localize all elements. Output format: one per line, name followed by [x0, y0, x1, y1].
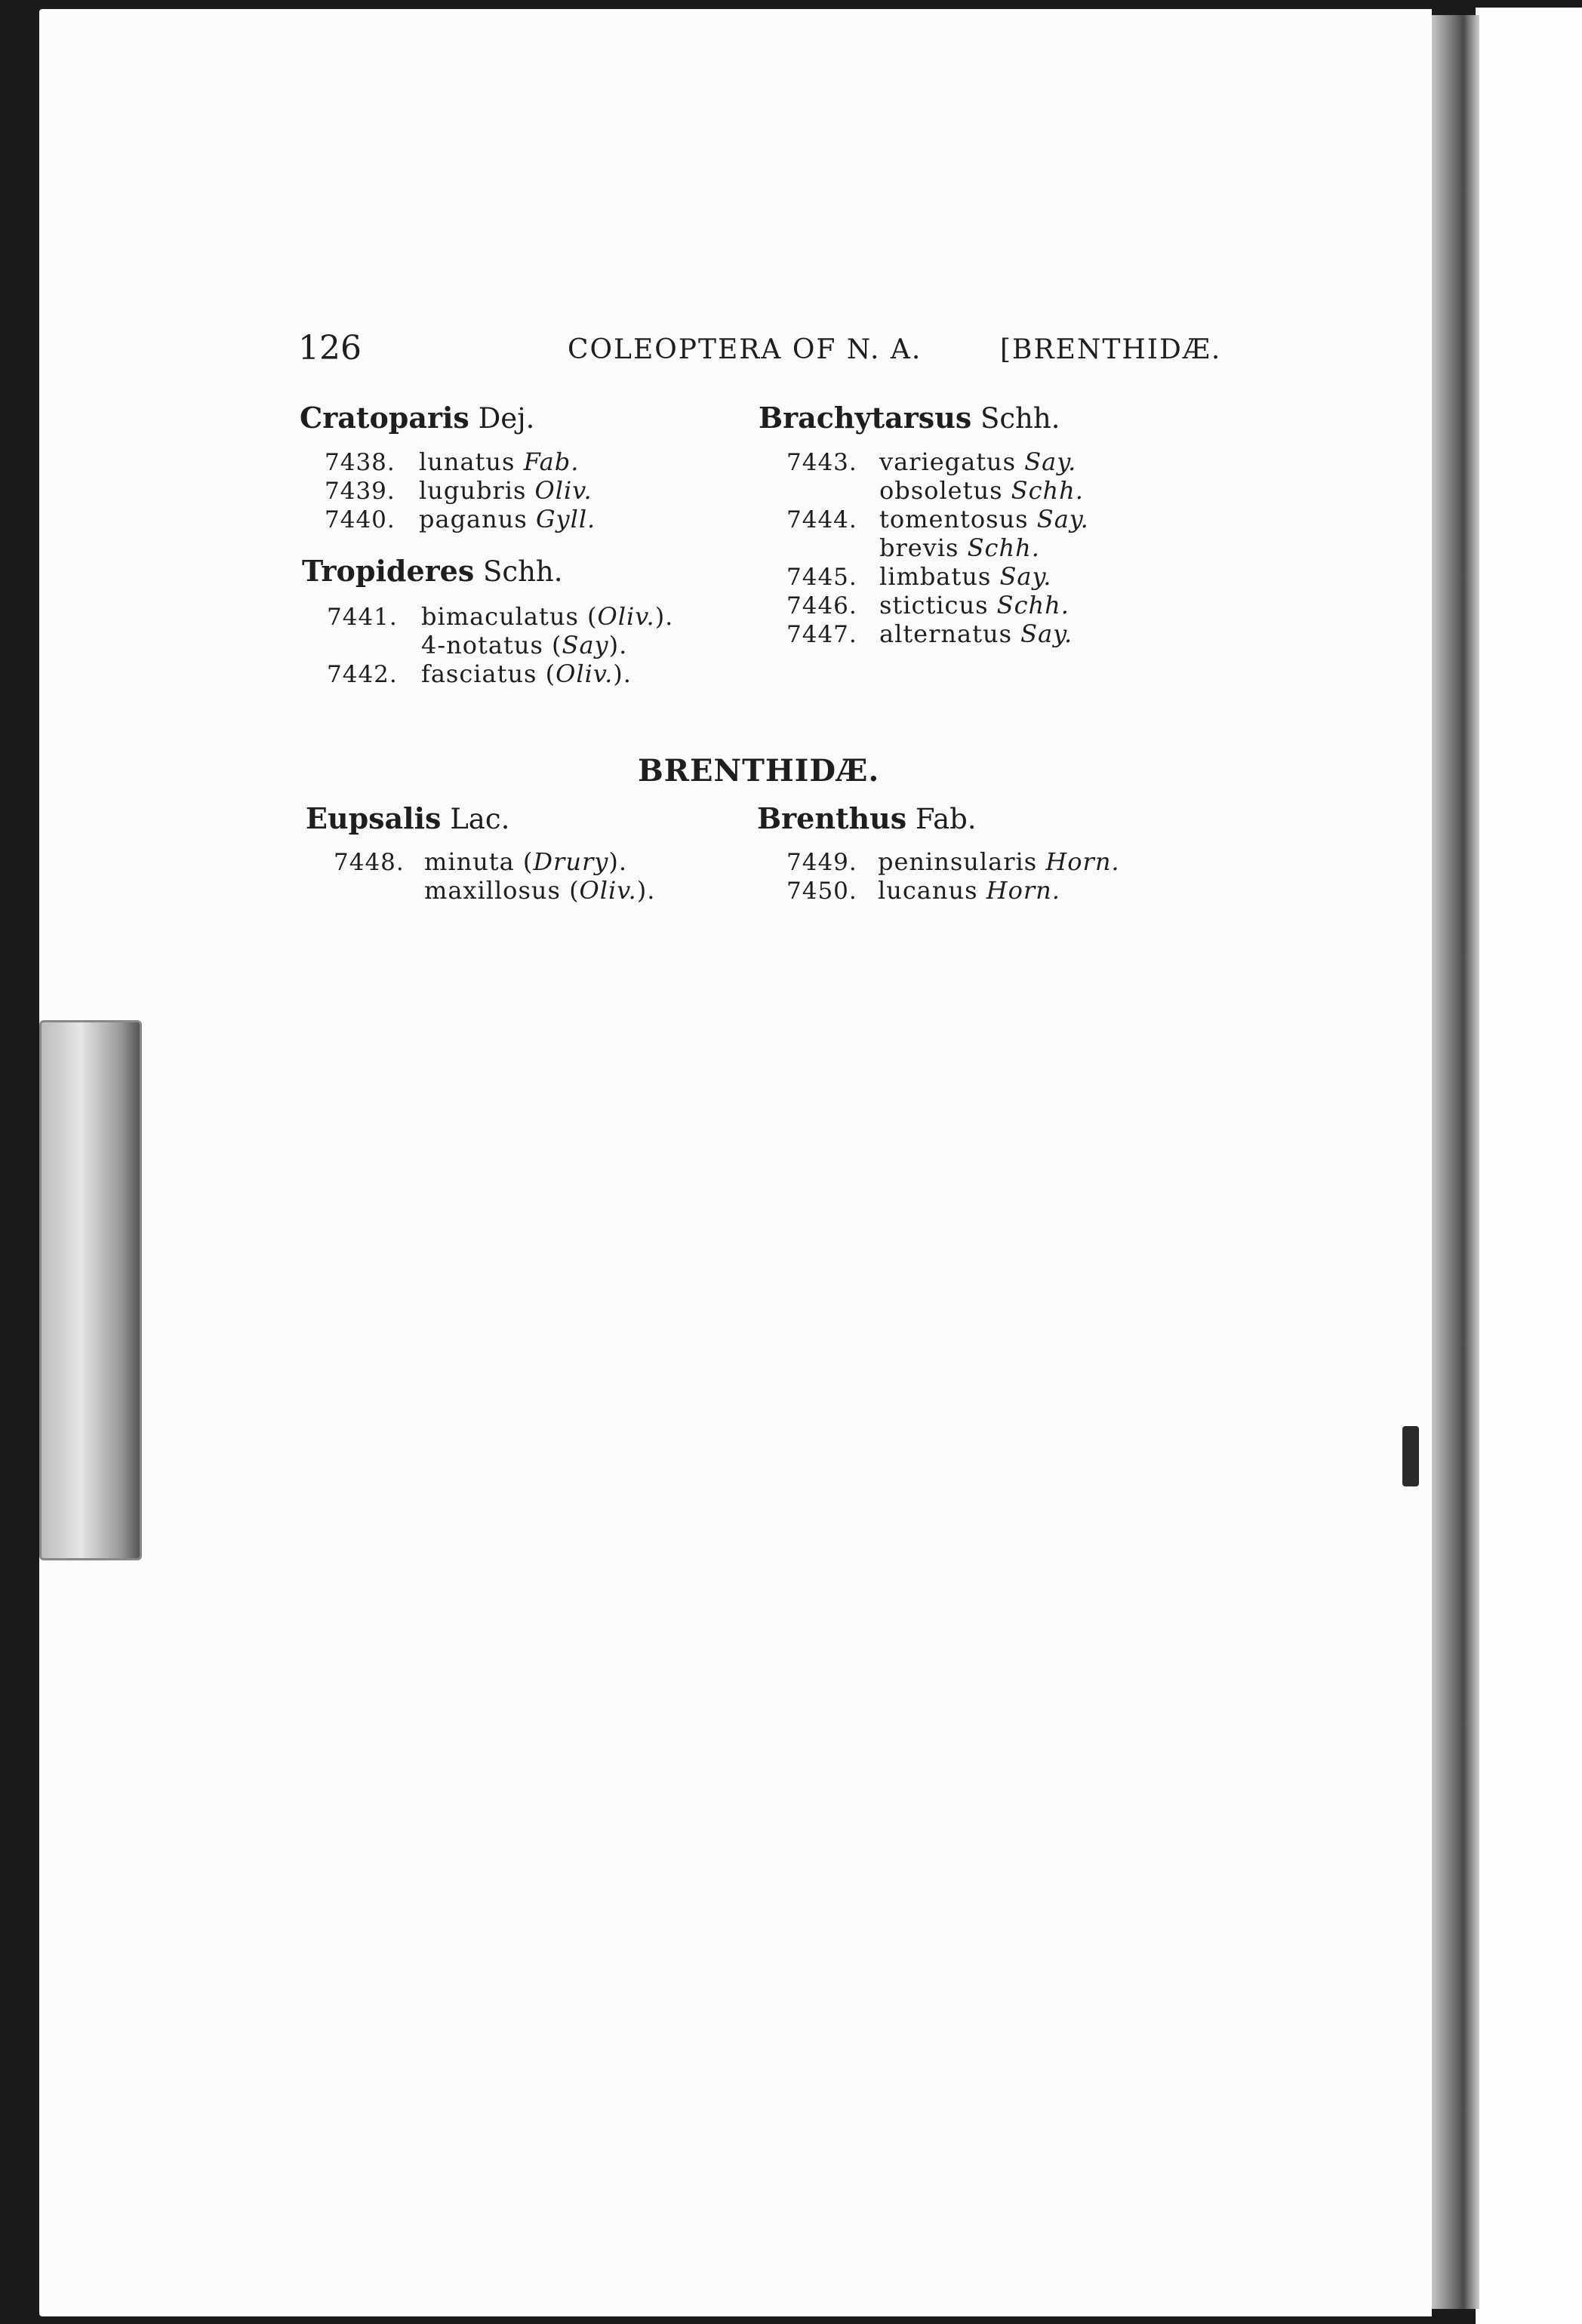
entry-number: 7442.	[327, 661, 398, 688]
species-entry: peninsularis Horn.	[878, 847, 1120, 876]
genus-brachytarsus: Brachytarsus Schh.	[759, 401, 1060, 435]
species-entry: lucanus Horn.	[878, 876, 1060, 905]
entry-number: 7441.	[327, 604, 398, 631]
entry-number: 7444.	[786, 506, 857, 533]
entry-number: 7439.	[325, 478, 396, 505]
page-number: 126	[298, 329, 362, 367]
entry-number: 7443.	[786, 449, 857, 476]
running-title: COLEOPTERA OF N. A.	[568, 334, 922, 365]
entry-number: 7438.	[325, 449, 396, 476]
species-entry: alternatus Say.	[879, 619, 1073, 648]
species-entry: lugubris Oliv.	[419, 476, 592, 505]
species-entry: lunatus Fab.	[419, 447, 580, 476]
species-synonym: obsoletus Schh.	[879, 476, 1084, 505]
species-entry: limbatus Say.	[879, 562, 1052, 591]
species-synonym: 4-notatus (Say).	[421, 631, 628, 659]
species-entry: minuta (Drury).	[424, 847, 627, 876]
adjacent-page	[1476, 8, 1582, 2324]
species-entry: fasciatus (Oliv.).	[421, 659, 632, 688]
genus-eupsalis: Eupsalis Lac.	[306, 801, 510, 835]
paper-clip-tab	[39, 1020, 142, 1560]
entry-number: 7450.	[786, 878, 857, 905]
entry-number: 7447.	[786, 621, 857, 648]
species-entry: variegatus Say.	[879, 447, 1077, 476]
family-heading: BRENTHIDÆ.	[638, 753, 880, 788]
entry-number: 7449.	[786, 849, 857, 876]
section-label: [BRENTHIDÆ.	[1000, 334, 1222, 365]
species-entry: bimaculatus (Oliv.).	[421, 602, 674, 631]
entry-number: 7445.	[786, 564, 857, 591]
species-synonym: brevis Schh.	[879, 533, 1040, 562]
entry-number: 7446.	[786, 592, 857, 619]
species-entry: tomentosus Say.	[879, 505, 1089, 533]
binding-clip-mark	[1402, 1426, 1419, 1486]
species-entry: sticticus Schh.	[879, 591, 1070, 619]
species-entry: paganus Gyll.	[419, 505, 596, 533]
entry-number: 7448.	[334, 849, 405, 876]
page-binding-edge	[1427, 15, 1479, 2309]
species-synonym: maxillosus (Oliv.).	[424, 876, 656, 905]
genus-tropideres: Tropideres Schh.	[302, 554, 563, 588]
genus-cratoparis: Cratoparis Dej.	[300, 401, 535, 435]
genus-brenthus: Brenthus Fab.	[757, 801, 977, 835]
entry-number: 7440.	[325, 506, 396, 533]
